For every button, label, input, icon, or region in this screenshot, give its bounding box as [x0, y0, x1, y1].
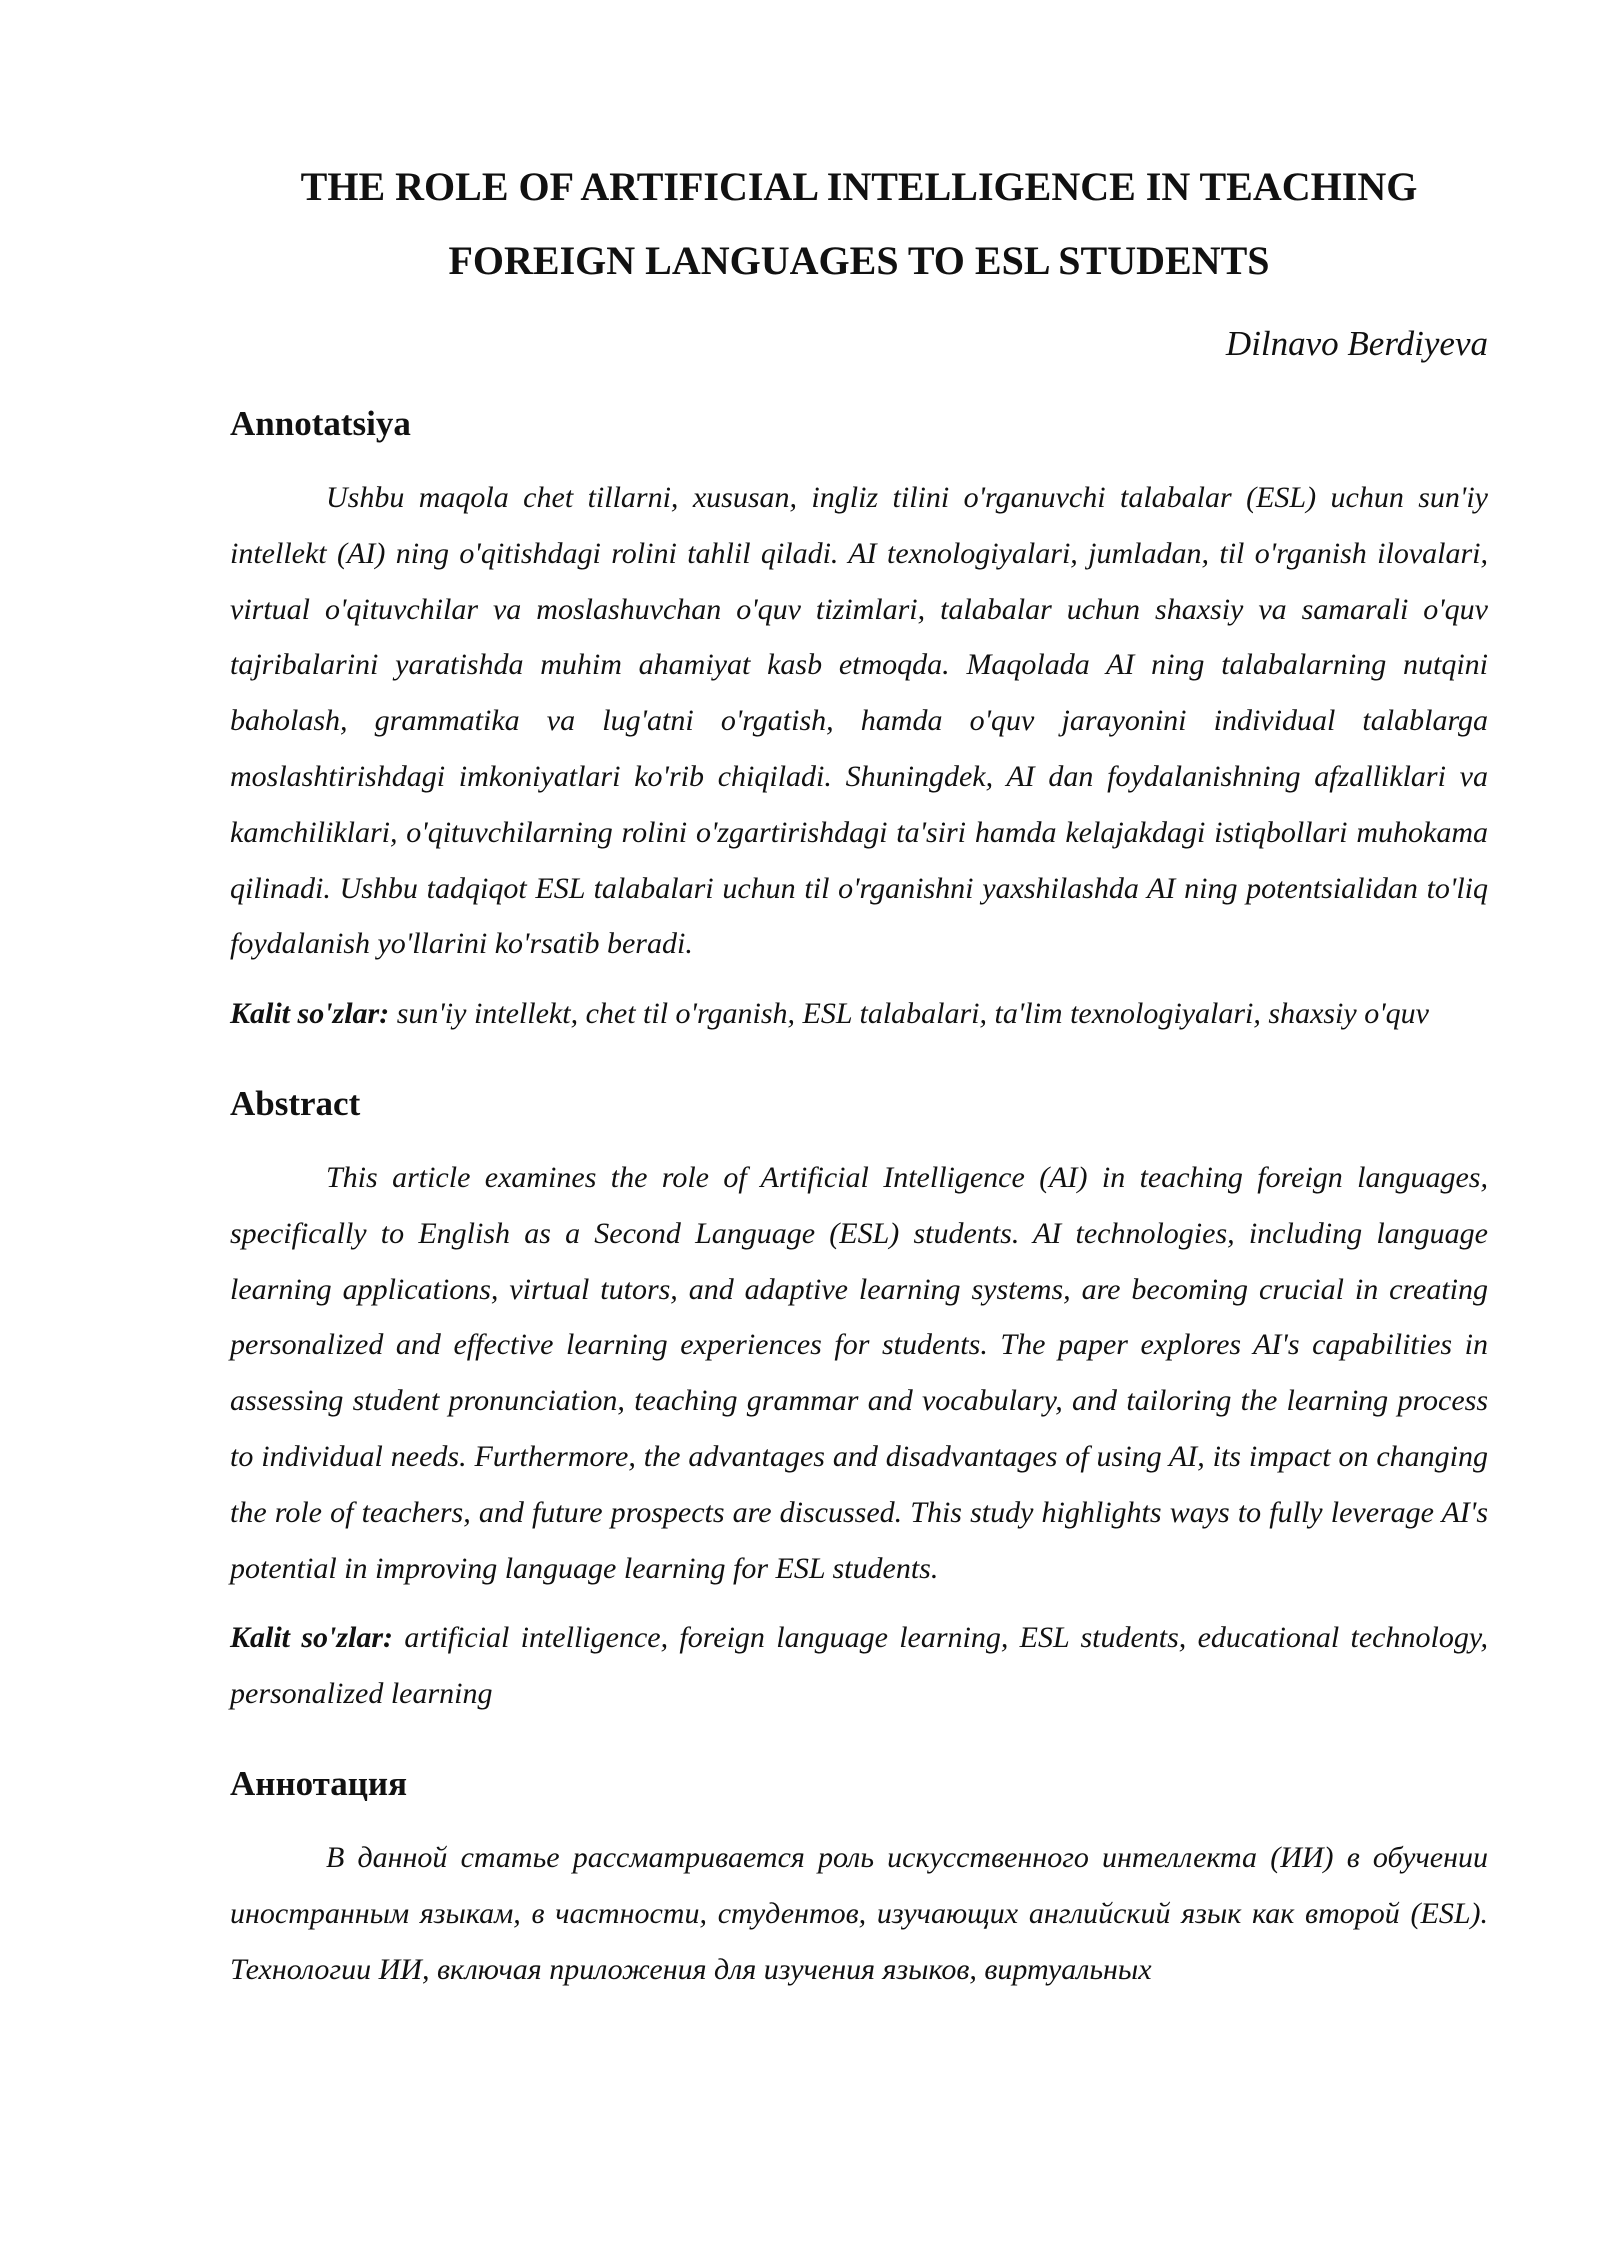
uz-keywords-label: Kalit so'zlar:: [230, 997, 390, 1031]
en-abstract-body: This article examines the role of Artificial Intelligence (AI) in teaching foreign languages, specifically to English as a Second Language (ESL) students. AI technologies, including language learning applications, virtual tutors, and adaptive learning systems, are becoming crucial in creating personalized and effective learning experiences for students. The paper explores AI's capabilities in assessing student pronunciation, teaching grammar and vocabulary, and tailoring the learning process to individual needs. Furthermore, the advantages and disadvantages of using AI, its impact on changing the role of teachers, and future prospects are discussed. This study highlights ways to fully leverage AI's potential in improving language learning for ESL students.: [230, 1160, 1488, 1585]
uz-keywords: [230, 986, 1488, 1042]
en-keywords-list: artificial intelligence, foreign language learning, ESL students, educational technology, personalized learning: [230, 1621, 1488, 1711]
document-page: [230, 150, 1488, 1997]
author-name: Dilnavo Berdiyeva: [1225, 324, 1488, 363]
title-line-2: FOREIGN LANGUAGES TO ESL STUDENTS: [448, 238, 1270, 283]
uz-keywords-list: sun'iy intellekt, chet til o'rganish, ESL talabalari, ta'lim texnologiyalari, shaxsiy o'quv: [389, 997, 1429, 1031]
en-abstract-heading: Abstract: [230, 1083, 361, 1123]
ru-annotation-body: В данной статье рассматривается роль искусственного интеллекта (ИИ) в обучении иностранным языкам, в частности, студентов, изучающих английский язык как второй (ESL). Технологии ИИ, включая приложения для изучения языков, виртуальных: [230, 1840, 1488, 1986]
ru-annotation-section: [230, 1762, 1488, 1997]
uz-annotation-section: [230, 402, 1488, 1042]
ru-annotation-heading: Аннотация: [230, 1763, 408, 1803]
uz-annotation-heading: Annotatsiya: [230, 404, 411, 443]
en-keywords-label: Kalit so'zlar:: [230, 1621, 394, 1655]
en-abstract-section: [230, 1082, 1488, 1722]
title-line-1: THE ROLE OF ARTIFICIAL INTELLIGENCE IN TEACHING: [300, 164, 1418, 209]
uz-annotation-body: Ushbu maqola chet tillarni, xususan, ingliz tilini o'rganuvchi talabalar (ESL) uchun sun'iy intellekt (AI) ning o'qitishdagi rolini tahlil qiladi. AI texnologiyalari, jumladan, til o'rganish ilovalari, virtual o'qituvchilar va moslashuvchan o'quv tizimlari, talabalar uchun shaxsiy va samarali o'quv tajribalarini yaratishda muhim ahamiyat kasb etmoqda. Maqolada AI ning talabalarning nutqini baholash, grammatika va lug'atni o'rgatish, hamda o'quv jarayonini individual talablarga moslashtirishdagi imkoniyatlari ko'rib chiqiladi. Shuningdek, AI dan foydalanishning afzalliklari va kamchiliklari, o'qituvchilarning rolini o'zgartirishdagi ta'siri hamda kelajakdagi istiqbollari muhokama qilinadi. Ushbu tadqiqot ESL talabalari uchun til o'rganishni yaxshilashda AI ning potentsialidan to'liq foydalanish yo'llarini ko'rsatib beradi.: [230, 481, 1488, 961]
document-title: [230, 150, 1488, 298]
en-keywords: [230, 1610, 1488, 1722]
